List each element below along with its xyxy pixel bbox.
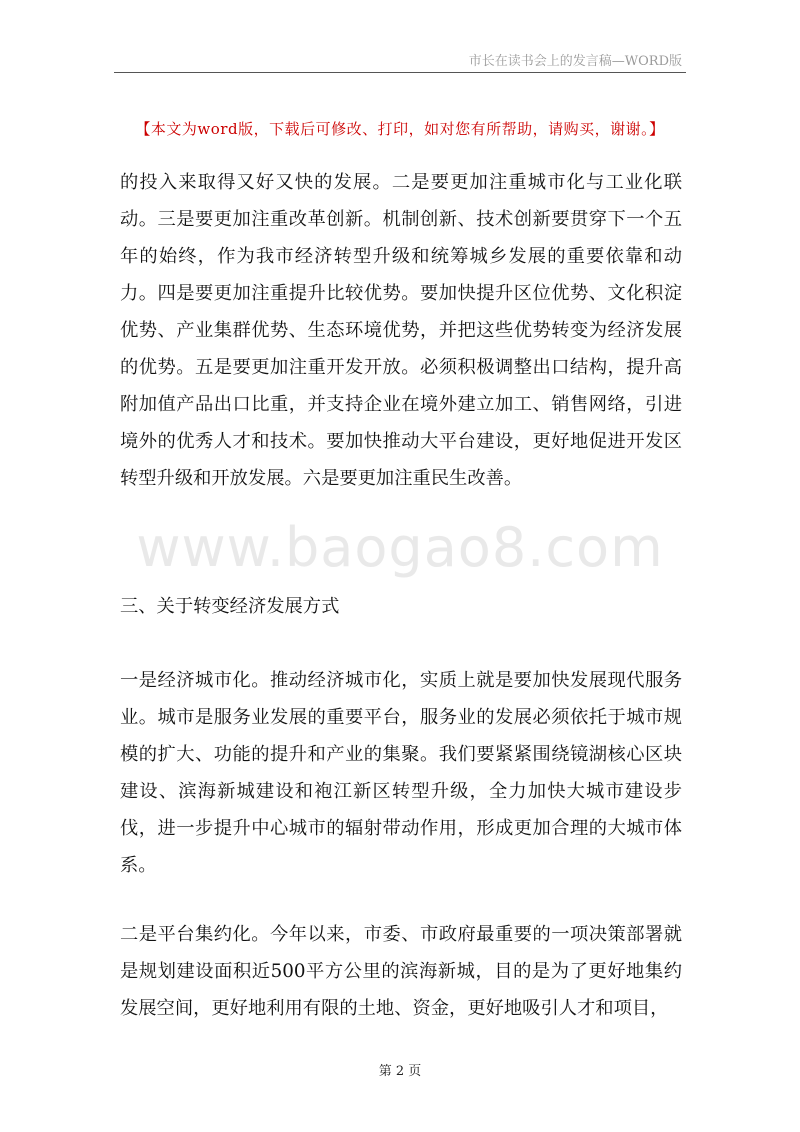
document-header-title: 市长在读书会上的发言稿—WORD版 [468,54,682,69]
section-heading: 三、关于转变经济发展方式 [120,596,340,617]
paragraph-economic-urbanization [120,662,682,884]
header-divider [114,72,686,73]
paragraph-platform-intensification [120,916,682,1027]
paragraph-text: 二是平台集约化。今年以来，市委、市政府最重要的一项决策部署就是规划建设面积近500平方公里的滨海新城，目的是为了更好地集约发展空间，更好地利用有限的土地、资金，更好地吸引人才和项目， [120,924,682,1019]
watermark-text: www.baogao8.com [136,516,664,579]
purchase-notice: 【本文为word版，下载后可修改、打印，如对您有所帮助，请购买，谢谢。】 [135,120,665,138]
paragraph-text: 一是经济城市化。推动经济城市化，实质上就是要加快发展现代服务业。城市是服务业发展的重要平台，服务业的发展必须依托于城市规模的扩大、功能的提升和产业的集聚。我们要紧紧围绕镜湖核心区块建设、滨海新城建设和袍江新区转型升级，全力加快大城市建设步伐，进一步提升中心城市的辐射带动作用，形成更加合理的大城市体系。 [120,670,682,876]
paragraph-text: 的投入来取得又好又快的发展。二是要更加注重城市化与工业化联动。三是要更加注重改革创新。机制创新、技术创新要贯穿下一个五年的始终，作为我市经济转型升级和统筹城乡发展的重要依靠和动力。四是要更加注重提升比较优势。要加快提升区位优势、文化积淀优势、产业集群优势、生态环境优势，并把这些优势转变为经济发展的优势。五是要更加注重开发开放。必须积极调整出口结构，提升高附加值产品出口比重，并支持企业在境外建立加工、销售网络，引进境外的优秀人才和技术。要加快推动大平台建设，更好地促进开发区转型升级和开放发展。六是要更加注重民生改善。 [120,172,682,489]
page-number: 第 2 页 [378,1064,422,1079]
paragraph-development-priorities [120,164,682,497]
